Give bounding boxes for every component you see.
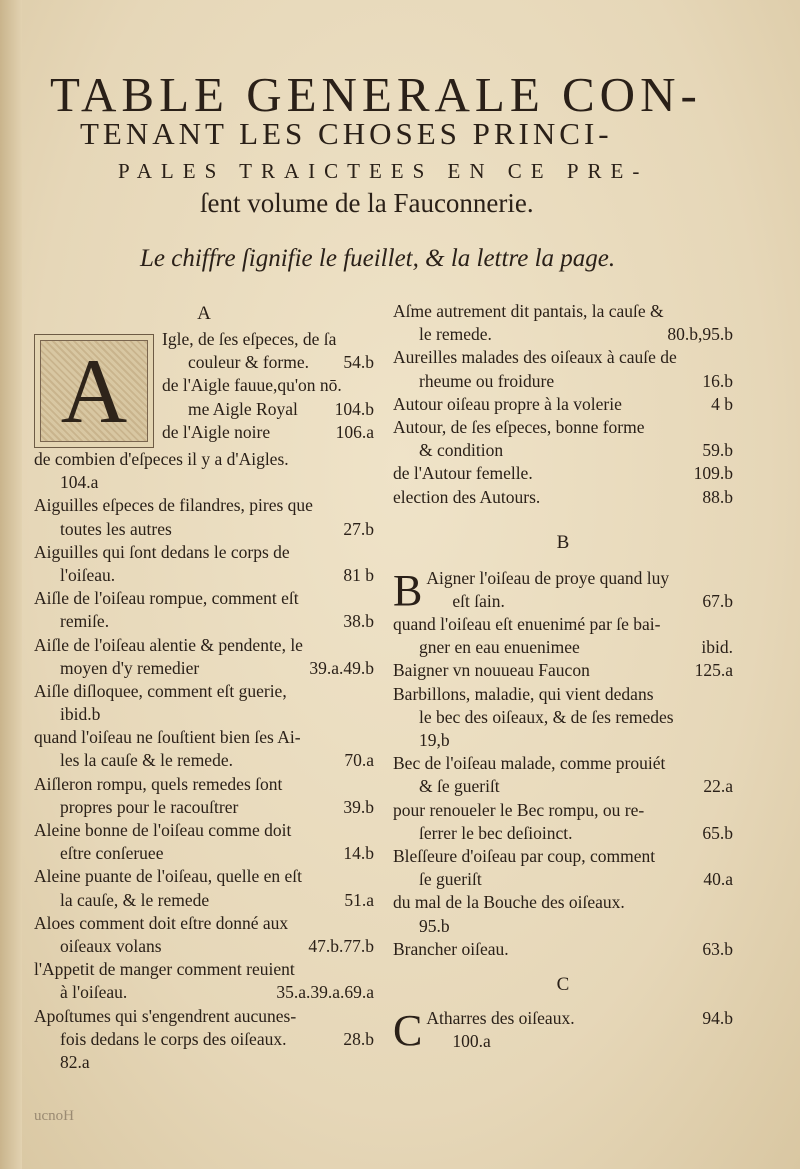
index-entry-line — [34, 889, 374, 912]
index-entry-line — [34, 958, 374, 981]
entry-text: Autour oiſeau propre à la volerie — [393, 393, 622, 414]
entry-reference: 35.a.39.a.69.a — [276, 982, 374, 1003]
index-entry-line — [34, 610, 374, 633]
entry-text: propres pour le racouſtrer — [60, 796, 239, 817]
index-entry-line — [393, 683, 733, 706]
index-entry-line — [162, 351, 374, 374]
entry-text: Igle, de ſes eſpeces, de ſa — [162, 329, 337, 349]
index-entry-line — [393, 868, 733, 891]
entry-text: ſerrer le bec deſioinct. — [419, 822, 573, 843]
index-entry-line — [34, 726, 374, 749]
index-entry-line — [393, 636, 733, 659]
index-entry-line — [393, 462, 733, 485]
entry-text: Aiguilles qui ſont dedans le corps de — [34, 541, 290, 562]
index-entry-line — [393, 613, 733, 636]
entry-text: Barbillons, maladie, qui vient dedans — [393, 683, 654, 704]
entry-text: Aleine puante de l'oiſeau, quelle en eſt — [34, 866, 302, 887]
left-column — [34, 300, 374, 1074]
title-line-2: TENANT LES CHOSES PRINCI- — [80, 116, 613, 151]
entry-reference: 16.b — [702, 370, 733, 391]
title-line-3: PALES TRAICTEES EN CE PRE- — [118, 159, 649, 183]
index-entry-line — [34, 865, 374, 888]
entry-reference: 81 b — [343, 564, 374, 585]
entry-text: le bec des oiſeaux, & de ſes remedes — [419, 706, 674, 727]
entry-text: Aiſle de l'oiſeau rompue, comment eſt — [34, 588, 299, 609]
index-entry-line — [426, 567, 733, 590]
index-entry-line — [34, 518, 374, 541]
index-entry-line — [34, 541, 374, 564]
entry-reference: 67.b — [702, 590, 733, 611]
entry-reference: 106.a — [335, 421, 374, 442]
entry-text: Aiſle diſloquee, comment eſt guerie, — [34, 680, 287, 701]
index-entry-line — [393, 393, 733, 416]
entry-text: de combien d'eſpeces il y a d'Aigles. — [34, 449, 289, 469]
entry-text: l'Appetit de manger comment reuient — [34, 959, 295, 980]
entry-text: eſtre conſeruee — [60, 843, 164, 864]
entry-reference: ibid. — [701, 637, 733, 658]
entry-reference: 38.b — [343, 611, 374, 632]
right-entries-a — [393, 300, 733, 509]
entry-text: ſe gueriſt — [419, 869, 482, 890]
entry-text: & condition — [419, 440, 504, 461]
index-entry-line — [34, 471, 374, 494]
entry-text: Autour, de ſes eſpeces, bonne forme — [393, 416, 645, 437]
entry-text: de l'Aigle noire — [162, 421, 271, 442]
entry-text: Baigner vn nouueau Faucon — [393, 660, 590, 681]
section-letter-b: B — [556, 531, 570, 553]
entry-text: remiſe. — [60, 611, 110, 632]
c-first-entry — [393, 1007, 733, 1053]
decorated-initial — [34, 334, 154, 448]
entry-reference: 109.b — [693, 463, 733, 484]
index-entry-line — [393, 891, 733, 914]
entry-text: de l'Aigle fauue,qu'on nō. — [162, 375, 342, 396]
index-entry-line — [393, 938, 733, 961]
entry-text: Aigner l'oiſeau de proye quand luy — [426, 567, 670, 588]
entry-text: les la cauſe & le remede. — [60, 750, 233, 771]
index-entry-line — [34, 935, 374, 958]
section-letter-c: C — [556, 973, 570, 995]
entry-text: moyen d'y remedier — [60, 657, 200, 678]
entry-text: la cauſe, & le remede — [60, 889, 210, 910]
right-column — [393, 300, 733, 1053]
entry-text: fois dedans le corps des oiſeaux. — [60, 1028, 287, 1049]
initial-c: C — [393, 1005, 423, 1055]
entry-text: Aiſle de l'oiſeau alentie & pendente, le — [34, 634, 303, 655]
entry-text: quand l'oiſeau eſt enuenimé par ſe bai- — [393, 614, 661, 635]
index-entry-line — [393, 346, 733, 369]
index-entry-line — [34, 494, 374, 517]
entry-reference: 94.b — [702, 1007, 733, 1028]
index-entry-line — [34, 819, 374, 842]
entry-reference: 47.b.77.b — [308, 935, 374, 956]
index-entry-line — [34, 680, 374, 703]
entry-reference: 80.b,95.b — [667, 324, 733, 345]
entry-text: le remede. — [419, 324, 492, 345]
entry-text: 19,b — [419, 730, 450, 750]
index-entry-line — [393, 486, 733, 509]
index-entry-line — [393, 439, 733, 462]
entry-text: Aſme autrement dit pantais, la cauſe & — [393, 301, 664, 321]
entry-reference: 4 b — [711, 393, 733, 414]
entry-text: Aleine bonne de l'oiſeau comme doit — [34, 820, 292, 840]
entry-reference: 65.b — [702, 822, 733, 843]
entry-reference: 39.b — [343, 796, 374, 817]
entry-text: Aloes comment doit eſtre donné aux — [34, 912, 289, 933]
index-entry-line — [393, 845, 733, 868]
b-first-entry — [393, 567, 733, 613]
index-entry-line — [34, 842, 374, 865]
index-entry-line — [162, 421, 374, 444]
index-entry-line — [393, 370, 733, 393]
index-entry-line — [162, 374, 374, 397]
index-entry-line — [393, 659, 733, 682]
entry-text: 95.b — [419, 915, 450, 936]
index-entry-line — [34, 587, 374, 610]
entry-text: Apoſtumes qui s'engendrent aucunes- — [34, 1005, 297, 1026]
entry-reference: 104.b — [334, 398, 374, 419]
index-entry-line — [393, 729, 733, 752]
index-entry-line — [34, 634, 374, 657]
entry-reference: 59.b — [702, 440, 733, 461]
entry-text: ibid.b — [60, 704, 101, 725]
index-entry-line — [34, 912, 374, 935]
footer-bleed-text: ucnoH — [34, 1108, 74, 1124]
entry-reference: 27.b — [343, 518, 374, 539]
index-entry-line — [34, 796, 374, 819]
index-entry-line — [393, 915, 733, 938]
entry-text: à l'oiſeau. — [60, 982, 128, 1003]
right-entries-b — [393, 613, 733, 961]
entry-reference: 28.b — [343, 1028, 374, 1049]
index-entry-line — [34, 448, 374, 471]
index-entry-line — [426, 590, 733, 613]
entry-text: gner en eau enuenimee — [419, 637, 580, 658]
index-entry-line — [393, 706, 733, 729]
index-entry-line — [393, 752, 733, 775]
index-entry-line — [34, 703, 374, 726]
section-letter-a: A — [197, 303, 211, 324]
entry-reference: 88.b — [702, 486, 733, 507]
entry-reference: 40.a — [703, 869, 733, 890]
index-entry-line — [34, 981, 374, 1004]
entry-text: 82.a — [60, 1051, 90, 1072]
entry-reference: 54.b — [343, 352, 374, 373]
initial-b: B — [393, 565, 423, 615]
entry-text: Bec de l'oiſeau malade, comme prouiét — [393, 753, 666, 774]
entry-text: Aiguilles eſpeces de filandres, pires que — [34, 495, 313, 516]
index-entry-line — [393, 775, 733, 798]
book-gutter — [0, 0, 22, 1169]
index-entry-line — [34, 1028, 374, 1051]
title-line-4: ſent volume de la Fauconnerie. — [200, 188, 534, 218]
entry-text: toutes les autres — [60, 518, 172, 539]
entry-text: eſt ſain. — [452, 590, 505, 611]
entry-text: 104.a — [60, 472, 99, 493]
entry-text: l'oiſeau. — [60, 564, 116, 585]
title-line-1: TABLE GENERALE CON- — [50, 67, 702, 122]
entry-text: Aiſleron rompu, quels remedes ſont — [34, 773, 283, 794]
entry-reference: 51.a — [344, 889, 374, 910]
drop-cap-letter: A — [60, 340, 128, 442]
entry-reference: 22.a — [703, 776, 733, 797]
entry-text: pour renoueler le Bec rompu, ou re- — [393, 799, 645, 820]
entry-reference: 14.b — [343, 843, 374, 864]
entry-text: Atharres des oiſeaux. — [426, 1007, 575, 1028]
entry-text: me Aigle Royal — [188, 398, 298, 419]
entry-reference: 125.a — [694, 660, 733, 681]
index-entry-line — [393, 416, 733, 439]
index-entry-line — [34, 773, 374, 796]
index-entry-line — [162, 398, 374, 421]
entry-text: & ſe gueriſt — [419, 776, 500, 797]
entry-text: rheume ou froidure — [419, 370, 555, 391]
index-entry-line — [162, 328, 374, 351]
index-entry-line — [34, 1051, 374, 1074]
index-entry-line — [34, 657, 374, 680]
entry-text: couleur & forme. — [188, 352, 309, 373]
entry-text: oiſeaux volans — [60, 935, 162, 956]
left-entries — [34, 448, 374, 1074]
entry-text: Bleſſeure d'oiſeau par coup, comment — [393, 845, 656, 866]
index-entry-line — [426, 1007, 733, 1030]
index-entry-line — [34, 1005, 374, 1028]
entry-reference: 39.a.49.b — [309, 657, 374, 678]
index-entry-line — [426, 1030, 733, 1053]
index-entry-line — [393, 822, 733, 845]
entry-text: quand l'oiſeau ne ſouſtient bien ſes Ai- — [34, 727, 301, 748]
index-entry-line — [393, 300, 733, 323]
entry-reference: 70.a — [344, 750, 374, 771]
entry-text: Brancher oiſeau. — [393, 938, 509, 959]
index-entry-line — [393, 323, 733, 346]
index-entry-line — [34, 564, 374, 587]
entry-text: 100.a — [452, 1031, 491, 1052]
entry-text: election des Autours. — [393, 486, 541, 507]
entry-text: Aureilles malades des oiſeaux à cauſe de — [393, 347, 677, 368]
index-entry-line — [393, 799, 733, 822]
subtitle: Le chiffre ſignifie le fueillet, & la lettre la page. — [140, 245, 616, 272]
entry-reference: 63.b — [702, 938, 733, 959]
index-entry-line — [34, 749, 374, 772]
entry-text: de l'Autour femelle. — [393, 463, 533, 484]
entry-text: du mal de la Bouche des oiſeaux. — [393, 892, 625, 913]
